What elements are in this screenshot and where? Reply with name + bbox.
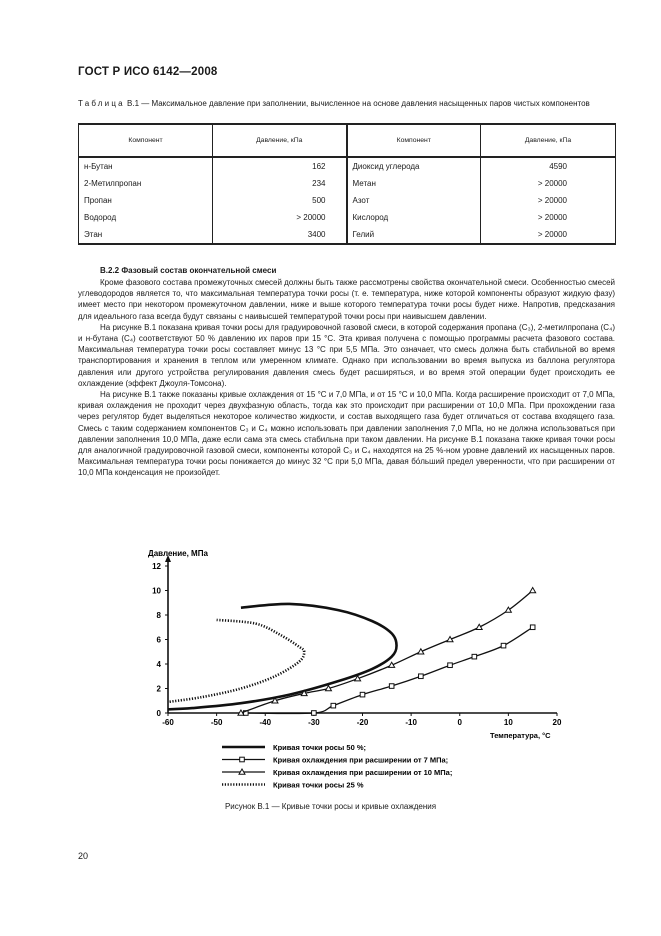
table-row — [79, 192, 616, 209]
table-cell: 4590 — [481, 157, 616, 175]
table-cell: 162 — [213, 157, 347, 175]
section-heading: B.2.2 Фазовый состав окончательной смеси — [100, 266, 277, 275]
y-tick-label: 2 — [156, 684, 161, 694]
table-cell: н-Бутан — [79, 157, 213, 175]
table-cell: Водород — [79, 209, 213, 226]
data-point-square — [472, 654, 477, 659]
table-header-cell: Компонент — [347, 124, 481, 157]
x-tick-label: 0 — [457, 718, 462, 727]
table-cell: 2-Метилпропан — [79, 175, 213, 192]
table-cell: > 20000 — [481, 175, 616, 192]
data-point-square — [530, 625, 535, 630]
table-cell: 3400 — [213, 226, 347, 244]
data-point-square — [448, 663, 453, 668]
table-header-cell: Давление, кПа — [481, 124, 616, 157]
table-cell: Гелий — [347, 226, 481, 244]
chart-axes — [165, 555, 557, 713]
table-cell: > 20000 — [213, 209, 347, 226]
table-cell: > 20000 — [481, 209, 616, 226]
data-point-square — [331, 703, 336, 708]
x-tick-label: 20 — [552, 718, 562, 727]
x-tick-label: -20 — [356, 718, 369, 727]
table-cell: Кислород — [347, 209, 481, 226]
figure-caption: Рисунок B.1 — Кривые точки росы и кривые охлаждения — [224, 802, 437, 811]
x-tick-label: -40 — [259, 718, 272, 727]
body-text — [78, 277, 615, 479]
y-axis-label: Давление, МПа — [148, 549, 208, 558]
table-cell: Азот — [347, 192, 481, 209]
paragraph: Кроме фазового состава промежуточных смесей должны быть также рассмотрены свойства окончательной смеси. Особенностью смесей углеводородов является то, что максимальная температура точки росы (т. е. температура, ниже которой компоненты образуют жидкую фазу) имеет место при некотором промежуточном давлении, ниже и выше которого температура точки росы будет ниже. Напротив, предсказания для идеального газа всегда будут связаны с наивысшей температурой точки росы при наивысшем давлении. — [78, 278, 615, 321]
data-point-square — [360, 692, 365, 697]
table-cell: > 20000 — [481, 192, 616, 209]
y-tick-label: 4 — [156, 660, 161, 669]
data-point-square — [501, 643, 506, 648]
table-caption — [78, 98, 608, 109]
paragraph: На рисунке B.1 также показаны кривые охлаждения от 15 °C и 7,0 МПа, и от 15 °C и 10,0 МПа. Когда расширение происходит от 7,0 МПа, кривая охлаждения не проходит через двухфазную область, тогда как это происходит при расширении от 10,0 МПа. При прохождении газа через регулятор будет выделяться некоторое количество жидкости, и состав выходящего газа будет отличаться от состава входящего газа. Смесь с таким содержанием компонентов C₃ и C₄ можно использовать при давлении заполнения 7,0 МПа, но не должна использоваться при давлении заполнения 10,0 МПа, даже если сама эта смесь стабильна при таком давлении. На рисунке B.1 показана также кривая точки росы для аналогичной градуировочной газовой смеси, компоненты которой C₃ и C₄ находятся на 25 %-ном уровне давлений их насыщенных паров. Максимальная температура точки росы понижается до минус 32 °C при 5,0 МПа, давая бо́льший предел уверенности, что при расширении от 10,0 МПа конденсация не произойдет. — [78, 390, 615, 478]
legend-label-3: Кривая охлаждения при расширении от 10 МПа; — [273, 768, 453, 777]
x-tick-label: -50 — [210, 718, 223, 727]
table-row — [79, 175, 616, 192]
table-cell: Диоксид углерода — [347, 157, 481, 175]
legend-label-2: Кривая охлаждения при расширении от 7 МПа; — [273, 755, 449, 765]
table-header-row — [79, 124, 616, 157]
table-row — [79, 209, 616, 226]
table-row — [79, 157, 616, 175]
table-caption-label: Таблица — [78, 99, 125, 108]
saturation-pressure-table — [78, 123, 616, 245]
y-tick-label: 12 — [152, 562, 161, 571]
y-tick-label: 0 — [156, 709, 161, 718]
data-point-square — [312, 711, 317, 716]
table-row — [79, 226, 616, 244]
table-cell: Этан — [79, 226, 213, 244]
x-tick-label: 10 — [503, 718, 513, 727]
table-cell: Метан — [347, 175, 481, 192]
y-tick-label: 6 — [156, 635, 161, 645]
x-axis-label: Температура, °C — [490, 731, 551, 740]
series-line-4 — [168, 620, 304, 702]
table-cell: Пропан — [79, 192, 213, 209]
standard-title: ГОСТ Р ИСО 6142—2008 — [78, 66, 218, 78]
data-point-triangle — [530, 588, 536, 593]
x-tick-label: -30 — [308, 718, 320, 727]
legend-label-1: Кривая точки росы 50 %; — [273, 743, 366, 752]
page-number: 20 — [78, 851, 89, 861]
table-cell: 234 — [213, 175, 347, 192]
data-point-square — [389, 684, 394, 689]
chart-legend — [222, 743, 452, 790]
paragraph: На рисунке B.1 показана кривая точки росы для градуировочной газовой смеси, в которой содержания пропана (C₃), 2-метилпропана (C₄) и н-бутана (C₄) соответствуют 50 % давлению их паров при 15 °C. Эта кривая получена с помощью программы расчета фазового состава. Максимальная температура точки росы составляет минус 13 °C при 5,5 МПа. Это означает, что смесь должна быть стабильной во время транспортирования и хранения в теплом или умеренном климате. Однако при использовании во время выпуска из баллона регулятора давления или другого устройства регулирования давления смесь будет расширяться, и во время этой операции будет происходить ее охлаждение (эффект Джоуля-Томсона). — [78, 322, 615, 388]
y-tick-label: 8 — [156, 611, 161, 620]
table-header-cell: Давление, кПа — [213, 124, 347, 157]
x-tick-label: -60 — [162, 718, 174, 727]
legend-label-4: Кривая точки росы 25 % — [273, 780, 364, 790]
dew-point-chart — [140, 544, 580, 794]
table-cell: > 20000 — [481, 226, 616, 244]
table-header-cell: Компонент — [79, 124, 213, 157]
y-tick-label: 10 — [152, 586, 161, 596]
data-point-square — [240, 757, 245, 762]
x-tick-label: -10 — [405, 718, 417, 727]
table-caption-text: B.1 — Максимальное давление при заполнении, вычисленное на основе давления насыщенных паров чистых компонентов — [127, 99, 590, 108]
table-cell: 500 — [213, 192, 347, 209]
data-point-square — [419, 674, 424, 679]
